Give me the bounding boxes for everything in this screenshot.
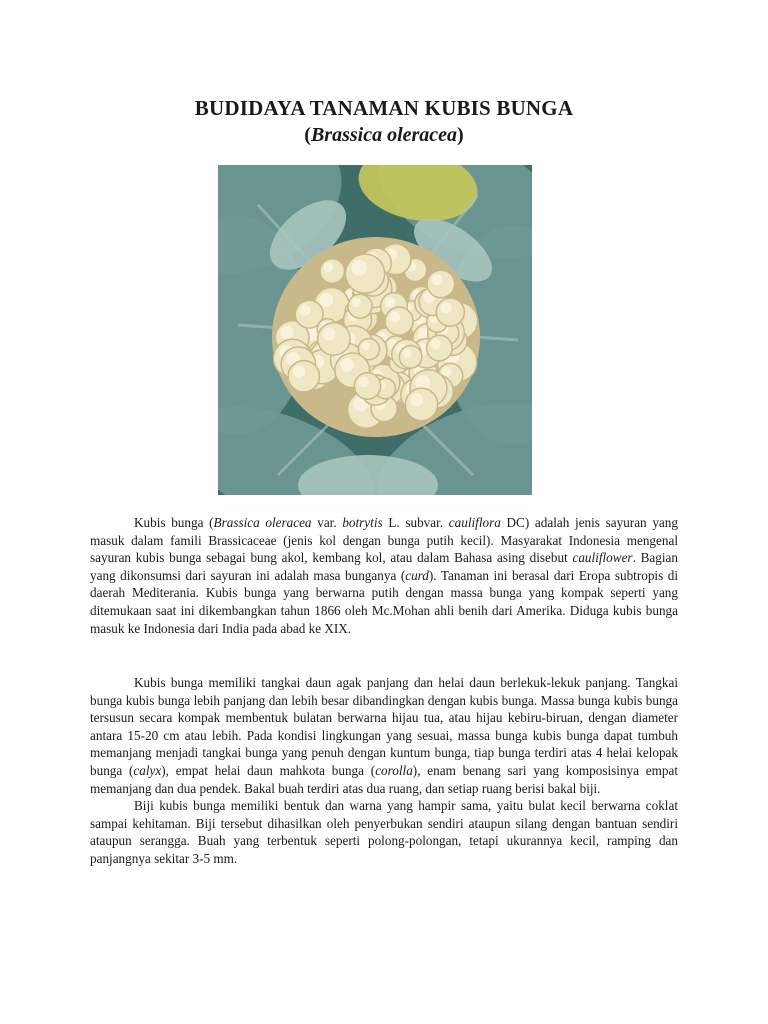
text-run: DC) adalah jenis sayuran yang masuk dalam famili Brassicaceae (jenis kol dengan bunga putih kecil). Masyarakat Indonesia mengenal sayuran kubis bunga sebagai bung akol, kembang kol, atau dalam Bahasa asing disebut xyxy=(90,515,678,566)
floret-highlight xyxy=(385,297,396,308)
italic-term: cauliflora xyxy=(448,515,501,530)
italic-term: corolla xyxy=(375,762,413,778)
italic-term: Brassica oleracea xyxy=(213,515,312,530)
text-run: ), empat helai daun mahkota bunga ( xyxy=(161,762,376,778)
floret-highlight xyxy=(319,293,333,307)
document-subtitle xyxy=(0,121,768,149)
floret-highlight xyxy=(362,342,370,350)
italic-term: botrytis xyxy=(342,515,383,530)
text-run: Kubis bunga ( xyxy=(134,515,214,530)
italic-term: curd xyxy=(405,567,429,583)
floret xyxy=(385,307,413,335)
floret-highlight xyxy=(431,339,441,349)
text-run: Biji kubis bunga memiliki bentuk dan warna yang hampir sama, yaitu bulat kecil berwarna coklat sampai kehitaman. Biji tersebut dihasilkan oleh penyerbukan sendiri ataupun silang dengan bantuan sendiri ataupun serangga. Buah yang terbentuk seperti polong-polongan, tetapi ukurannya kecil, ramping dan panjangnya sekitar 3-5 mm. xyxy=(90,798,678,866)
floret xyxy=(348,294,372,318)
floret-highlight xyxy=(299,304,310,315)
text-run: . Bagian yang dikonsumsi dari sayuran ini adalah masa bunganya ( xyxy=(90,550,678,583)
body-section-2 xyxy=(90,674,678,868)
floret xyxy=(427,335,453,361)
floret-highlight xyxy=(431,274,442,285)
floret-highlight xyxy=(403,349,412,358)
subtitle-species: Brassica oleracea xyxy=(310,124,458,146)
floret xyxy=(318,323,351,356)
floret-highlight xyxy=(410,393,423,406)
text-run: Kubis bunga memiliki tangkai daun agak panjang dan helai daun berlekuk-lekuk panjang. Tangkai bunga kubis bunga lebih panjang dan lebih besar dibandingkan dengan kubis bunga. Massa bunga kubis bunga tersusun secara kompak membentuk bulatan berwarna hijau tua, atau hijau kebiru-biruan, dengan diameter antara 15-20 cm atau lebih. Pada kondisi lingkungan yang sesuai, massa bunga kubis bunga dapat tumbuh memanjang menjadi tangkai bunga yang penuh dengan kuntum bunga, tiap bunga terdiri atas 4 helai kelopak bunga ( xyxy=(90,675,678,778)
floret-highlight xyxy=(352,298,362,308)
body-section-1 xyxy=(90,514,678,637)
floret-highlight xyxy=(323,328,336,341)
floret-highlight xyxy=(441,302,452,313)
cauliflower-illustration xyxy=(218,165,532,495)
floret-highlight xyxy=(324,263,334,273)
floret xyxy=(345,254,384,293)
subtitle-open-paren: ( xyxy=(304,124,311,146)
floret-highlight xyxy=(293,365,306,378)
text-run: var. xyxy=(311,515,343,530)
text-run: ), enam benang sari yang komposisinya empat memanjang dan dua pendek. Bakal buah terdiri atas dua ruang, dan setiap ruang berisi bakal biji. xyxy=(90,762,679,796)
floret-highlight xyxy=(389,311,400,322)
subtitle-close-paren: ) xyxy=(457,124,464,146)
floret xyxy=(354,373,380,399)
floret-highlight xyxy=(340,358,354,372)
italic-term: cauliflower xyxy=(572,550,633,566)
paragraph-1 xyxy=(90,514,678,637)
italic-term: calyx xyxy=(133,762,162,778)
text-run: L. subvar. xyxy=(382,515,449,530)
floret-highlight xyxy=(351,260,367,276)
floret xyxy=(320,259,345,284)
floret xyxy=(288,361,319,392)
floret-highlight xyxy=(281,326,294,339)
cauliflower-photo xyxy=(218,165,532,495)
floret xyxy=(399,346,422,369)
floret-highlight xyxy=(358,377,369,388)
text-run: ). Tanaman ini berasal dari Eropa subtropis di daerah Mediterania. Kubis bunga yang berwarna putih dengan massa bunga yang kompak seperti yang ditemukaan saat ini dikembangkan tahun 1866 oleh Mc.Mohan ahli benih dari Amerika. Diduga kubis bunga masuk ke Indonesia dari India pada abad ke XIX. xyxy=(90,567,678,636)
paragraph-2 xyxy=(90,674,678,797)
document-title: BUDIDAYA TANAMAN KUBIS BUNGA xyxy=(194,96,574,120)
floret xyxy=(405,388,437,420)
paragraph-3 xyxy=(90,797,678,867)
floret xyxy=(436,298,464,326)
floret xyxy=(427,270,455,298)
